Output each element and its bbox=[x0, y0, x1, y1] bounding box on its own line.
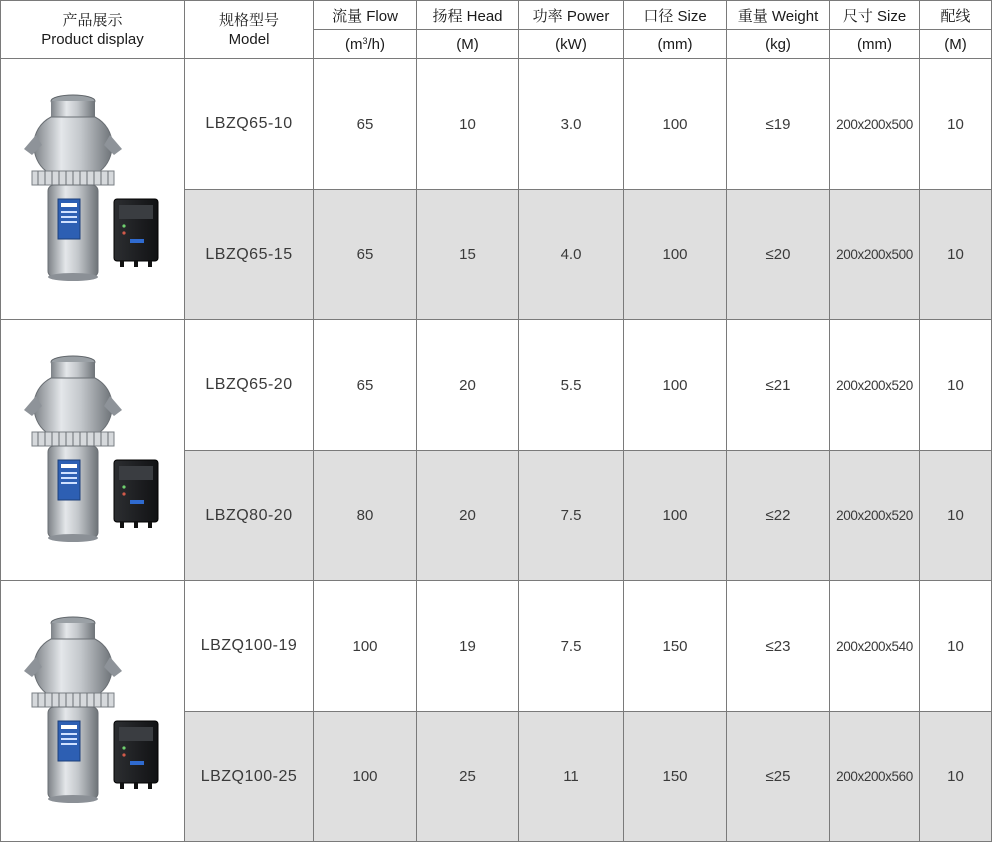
header-flow: 流量 Flow bbox=[314, 1, 417, 30]
header-model bbox=[185, 1, 314, 59]
cell-cable: 10 bbox=[920, 190, 992, 320]
unit-flow-pre: (m bbox=[344, 35, 363, 53]
cell-size: 100 bbox=[624, 320, 727, 451]
product-image-cell bbox=[1, 320, 185, 581]
header-dimension: 尺寸 Size bbox=[830, 1, 920, 30]
table-row bbox=[1, 581, 992, 712]
submersible-pump-with-control-box-icon bbox=[18, 611, 168, 811]
cell-weight: ≤21 bbox=[727, 320, 830, 451]
header-power: 功率 Power bbox=[519, 1, 624, 30]
cell-head: 15 bbox=[417, 190, 519, 320]
cell-head: 10 bbox=[417, 59, 519, 190]
header-weight: 重量 Weight bbox=[727, 1, 830, 30]
header-cable: 配线 bbox=[920, 1, 992, 30]
header-product bbox=[1, 1, 185, 59]
header-product-cn: 产品展示 bbox=[62, 11, 123, 29]
cell-flow: 65 bbox=[314, 190, 417, 320]
cell-cable: 10 bbox=[920, 581, 992, 712]
unit-power: (kW) bbox=[519, 30, 624, 59]
cell-dimension: 200x200x500 bbox=[830, 190, 920, 320]
cell-power: 7.5 bbox=[519, 581, 624, 712]
unit-flow-post: /h) bbox=[367, 35, 386, 53]
cell-weight: ≤22 bbox=[727, 451, 830, 581]
cell-head: 19 bbox=[417, 581, 519, 712]
header-model-en: Model bbox=[228, 30, 270, 48]
unit-weight: (kg) bbox=[727, 30, 830, 59]
cell-size: 100 bbox=[624, 59, 727, 190]
cell-model: LBZQ80-20 bbox=[185, 451, 314, 581]
cell-head: 20 bbox=[417, 451, 519, 581]
submersible-pump-with-control-box-icon bbox=[18, 350, 168, 550]
cell-dimension: 200x200x520 bbox=[830, 451, 920, 581]
header-product-en: Product display bbox=[41, 30, 144, 48]
product-image-cell bbox=[1, 581, 185, 842]
cell-model: LBZQ100-25 bbox=[185, 712, 314, 842]
table-row bbox=[1, 320, 992, 451]
cell-dimension: 200x200x560 bbox=[830, 712, 920, 842]
product-image-cell bbox=[1, 59, 185, 320]
submersible-pump-with-control-box-icon bbox=[18, 89, 168, 289]
cell-weight: ≤19 bbox=[727, 59, 830, 190]
table-row bbox=[1, 59, 992, 190]
header-model-cn: 规格型号 bbox=[218, 11, 279, 29]
cell-flow: 100 bbox=[314, 712, 417, 842]
unit-size: (mm) bbox=[624, 30, 727, 59]
cell-flow: 80 bbox=[314, 451, 417, 581]
cell-weight: ≤23 bbox=[727, 581, 830, 712]
cell-flow: 100 bbox=[314, 581, 417, 712]
unit-flow-sup: 3 bbox=[362, 35, 368, 46]
header-head: 扬程 Head bbox=[417, 1, 519, 30]
cell-size: 100 bbox=[624, 451, 727, 581]
cell-model: LBZQ100-19 bbox=[185, 581, 314, 712]
cell-head: 20 bbox=[417, 320, 519, 451]
cell-size: 100 bbox=[624, 190, 727, 320]
cell-cable: 10 bbox=[920, 320, 992, 451]
cell-cable: 10 bbox=[920, 59, 992, 190]
cell-power: 4.0 bbox=[519, 190, 624, 320]
cell-model: LBZQ65-10 bbox=[185, 59, 314, 190]
cell-power: 5.5 bbox=[519, 320, 624, 451]
cell-dimension: 200x200x520 bbox=[830, 320, 920, 451]
cell-head: 25 bbox=[417, 712, 519, 842]
unit-dimension: (mm) bbox=[830, 30, 920, 59]
cell-model: LBZQ65-15 bbox=[185, 190, 314, 320]
unit-head: (M) bbox=[417, 30, 519, 59]
cell-power: 7.5 bbox=[519, 451, 624, 581]
cell-power: 3.0 bbox=[519, 59, 624, 190]
cell-dimension: 200x200x540 bbox=[830, 581, 920, 712]
cell-model: LBZQ65-20 bbox=[185, 320, 314, 451]
cell-size: 150 bbox=[624, 712, 727, 842]
cell-size: 150 bbox=[624, 581, 727, 712]
cell-dimension: 200x200x500 bbox=[830, 59, 920, 190]
header-size: 口径 Size bbox=[624, 1, 727, 30]
cell-cable: 10 bbox=[920, 712, 992, 842]
cell-flow: 65 bbox=[314, 59, 417, 190]
cell-weight: ≤20 bbox=[727, 190, 830, 320]
cell-cable: 10 bbox=[920, 451, 992, 581]
unit-cable: (M) bbox=[920, 30, 992, 59]
cell-weight: ≤25 bbox=[727, 712, 830, 842]
cell-flow: 65 bbox=[314, 320, 417, 451]
unit-flow bbox=[314, 30, 417, 59]
cell-power: 11 bbox=[519, 712, 624, 842]
